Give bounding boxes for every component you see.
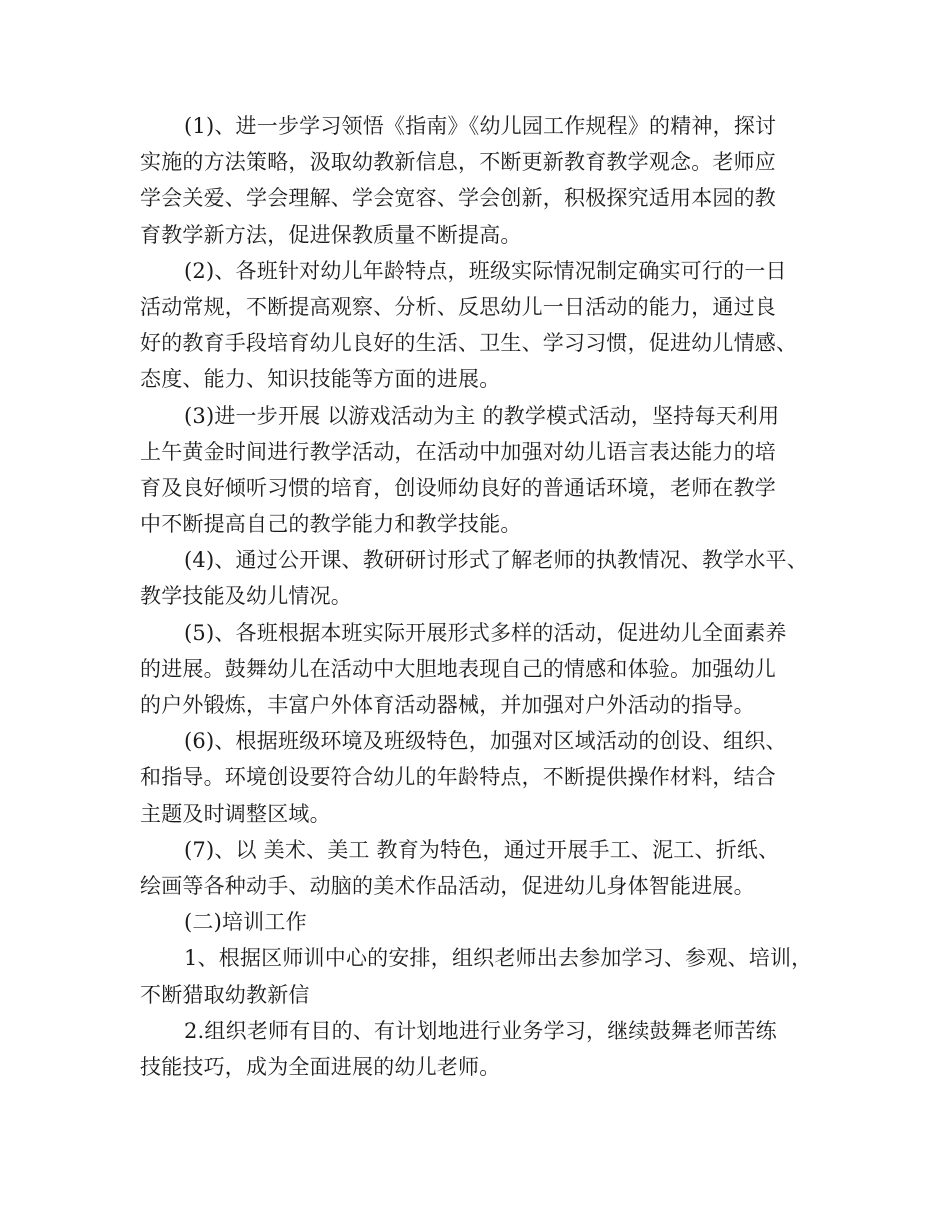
paragraph-line: 的进展。鼓舞幼儿在活动中大胆地表现自己的情感和体验。加强幼儿 bbox=[140, 656, 776, 681]
paragraph-first-line: (4)、通过公开课、教研研讨形式了解老师的执教情况、教学水平、 bbox=[184, 548, 808, 573]
paragraph-line: 育教学新方法，促进保教质量不断提高。 bbox=[140, 222, 522, 247]
paragraph-first-line: (7)、以 美术、美工 教育为特色，通过开展手工、泥工、折纸、 bbox=[184, 837, 780, 862]
paragraph-line: 好的教育手段培育幼儿良好的生活、卫生、学习习惯，促进幼儿情感、 bbox=[140, 331, 798, 356]
paragraph-line: 学会关爱、学会理解、学会宽容、学会创新，积极探究适用本园的教 bbox=[140, 186, 776, 211]
paragraph-line: 教学技能及幼儿情况。 bbox=[140, 584, 352, 609]
paragraph-line: 技能技巧，成为全面进展的幼儿老师。 bbox=[140, 1054, 501, 1079]
paragraph-line: 上午黄金时间进行教学活动，在活动中加强对幼儿语言表达能力的培 bbox=[140, 439, 776, 464]
paragraph-line: 和指导。环境创设要符合幼儿的年龄特点，不断提供操作材料，结合 bbox=[140, 765, 776, 790]
paragraph-first-line: (1)、进一步学习领悟《指南》《幼儿园工作规程》的精神，探讨 bbox=[184, 114, 777, 138]
paragraph-first-line: (5)、各班根据本班实际开展形式多样的活动，促进幼儿全面素养 bbox=[184, 620, 787, 645]
paragraph-line: 活动常规，不断提高观察、分析、反思幼儿一日活动的能力，通过良 bbox=[140, 294, 776, 319]
paragraph-first-line: (2)、各班针对幼儿年龄特点，班级实际情况制定确实可行的一日 bbox=[184, 258, 787, 283]
document-body bbox=[140, 108, 830, 1085]
paragraph-line: 主题及时调整区域。 bbox=[140, 801, 331, 826]
paragraph-first-line: (6)、根据班级环境及班级特色，加强对区域活动的创设、组织、 bbox=[184, 729, 787, 754]
paragraph-first-line: (3)进一步开展 以游戏活动为主 的教学模式活动，坚持每天利用 bbox=[184, 403, 780, 428]
paragraph-first-line: 1、根据区师训中心的安排，组织老师出去参加学习、参观、培训， bbox=[184, 946, 813, 971]
paragraph-first-line: (二)培训工作 bbox=[184, 910, 307, 935]
paragraph-line: 中不断提高自己的教学能力和教学技能。 bbox=[140, 512, 522, 537]
paragraph-line: 的户外锻炼，丰富户外体育活动器械，并加强对户外活动的指导。 bbox=[140, 693, 755, 717]
paragraph-line: 育及良好倾听习惯的培育，创设师幼良好的普通话环境，老师在教学 bbox=[140, 475, 776, 500]
paragraph-line: 绘画等各种动手、动脑的美术作品活动，促进幼儿身体智能进展。 bbox=[140, 873, 755, 898]
paragraph-line: 不断猎取幼教新信 bbox=[140, 982, 310, 1007]
paragraph-line: 态度、能力、知识技能等方面的进展。 bbox=[140, 367, 501, 392]
paragraph-line: 实施的方法策略，汲取幼教新信息，不断更新教育教学观念。老师应 bbox=[140, 150, 776, 175]
paragraph-first-line: 2.组织老师有目的、有计划地进行业务学习，继续鼓舞老师苦练 bbox=[184, 1018, 777, 1043]
